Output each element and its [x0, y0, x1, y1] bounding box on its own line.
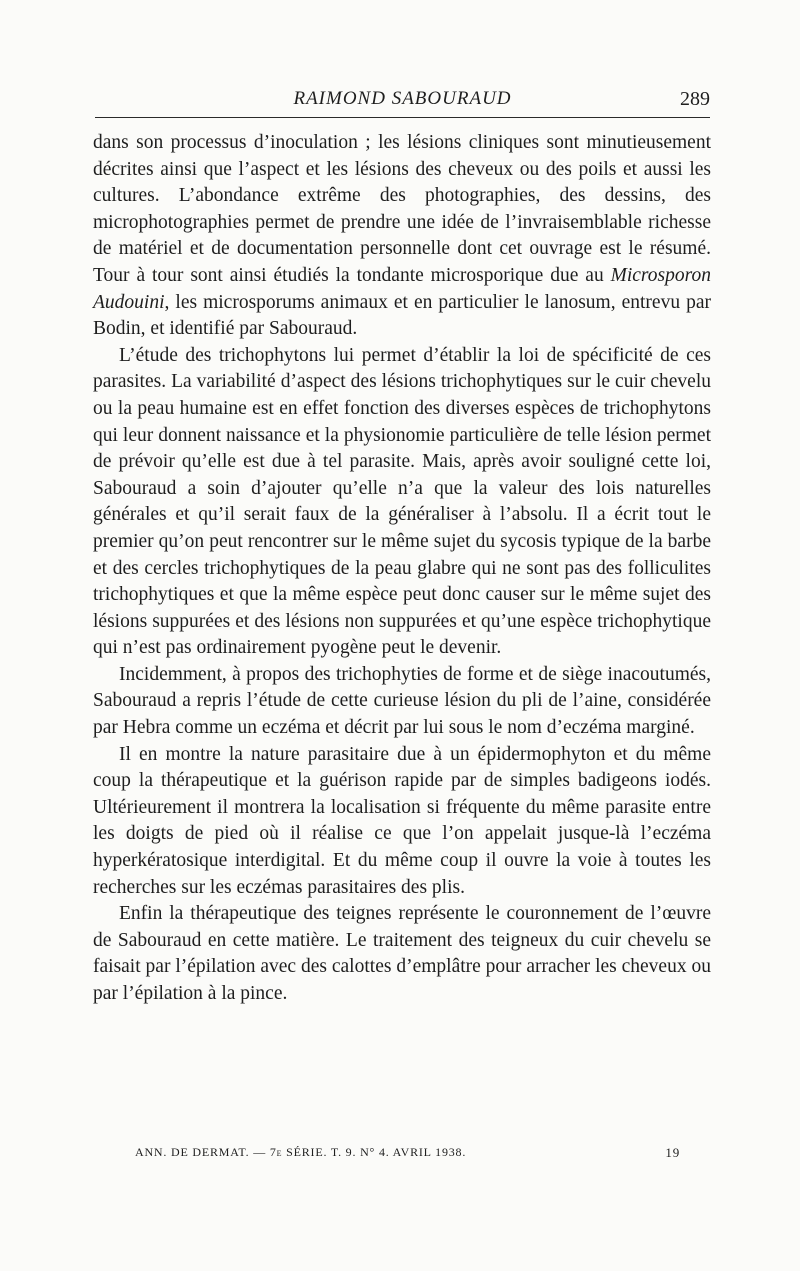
- paragraph-1: [93, 130, 711, 343]
- paragraph-1-tail: , les microsporums animaux et en particulier le lanosum, entrevu par Bodin, et identifié par Sabouraud.: [93, 291, 711, 340]
- signature-mark: 19: [665, 1145, 680, 1160]
- header-rule: [95, 117, 710, 118]
- paragraph-5: Enfin la thérapeutique des teignes représente le couronnement de l’œuvre de Sabouraud en cette matière. Le traitement des teigneux du cuir chevelu se faisait par l’épilation avec des calottes d’emplâtre pour arracher les cheveux ou par l’épilation à la pince.: [93, 903, 711, 1004]
- body-text: [93, 130, 711, 1008]
- journal-citation: ANN. DE DERMAT. — 7e SÉRIE. T. 9. N° 4. AVRIL 1938.: [135, 1145, 467, 1159]
- paragraph-2: L’étude des trichophytons lui permet d’établir la loi de spécificité de ces parasites. La variabilité d’aspect des lésions trichophytiques sur le cuir chevelu ou la peau humaine est en effet fonction des diverses espèces de trichophytons qui leur donnent naissance et la physionomie particulière de telle lésion permet de prévoir qu’elle est due à tel parasite. Mais, après avoir souligné cette loi, Sabouraud a soin d’ajouter qu’elle n’a que la valeur des lois naturelles générales et qu’il serait faux de la généraliser à l’absolu. Il a écrit tout le premier qu’on peut rencontrer sur le même sujet du sycosis typique de la barbe et des cercles trichophytiques de la peau glabre qui ne sont pas des folliculites trichophytiques et que la même espèce peut donc causer sur le même sujet des lésions suppurées et des lésions non suppurées et qu’une espèce trichophytique qui n’est pas ordinairement pyogène peut le devenir.: [93, 344, 711, 659]
- page-header: [95, 88, 710, 116]
- paragraph-3: Incidemment, à propos des trichophyties de forme et de siège inacoutumés, Sabouraud a repris l’étude de cette curieuse lésion du pli de l’aine, considérée par Hebra comme un eczéma et décrit par lui sous le nom d’eczéma marginé.: [93, 663, 711, 739]
- page-number: 289: [680, 88, 710, 110]
- paragraph-4: Il en montre la nature parasitaire due à un épidermophyton et du même coup la thérapeutique et la guérison rapide par de simples badigeons iodés. Ultérieurement il montrera la localisation si fréquente du même parasite entre les doigts de pied où il réalise ce que l’on appelait jusque-là l’eczéma hyperkératosique interdigital. Et du même coup il ouvre la voie à toutes les recherches sur les eczémas parasitaires des plis.: [93, 743, 711, 898]
- running-title: RAIMOND SABOURAUD: [293, 88, 512, 109]
- paragraph-1-text: dans son processus d’inoculation ; les lésions cliniques sont minutieusement décrites ainsi que l’aspect et les lésions des cheveux ou des poils et aussi les cultures. L’abondance extrême des photographies, des dessins, des microphotographies permet de prendre une idée de l’invraisemblable richesse de matériel et de documentation personnelle dont cet ouvrage est le résumé. Tour à tour sont ainsi étudiés la tondante microsporique due au: [93, 132, 711, 286]
- page-footer: [135, 1145, 680, 1160]
- species-name: Microsporon Audouini: [93, 264, 711, 313]
